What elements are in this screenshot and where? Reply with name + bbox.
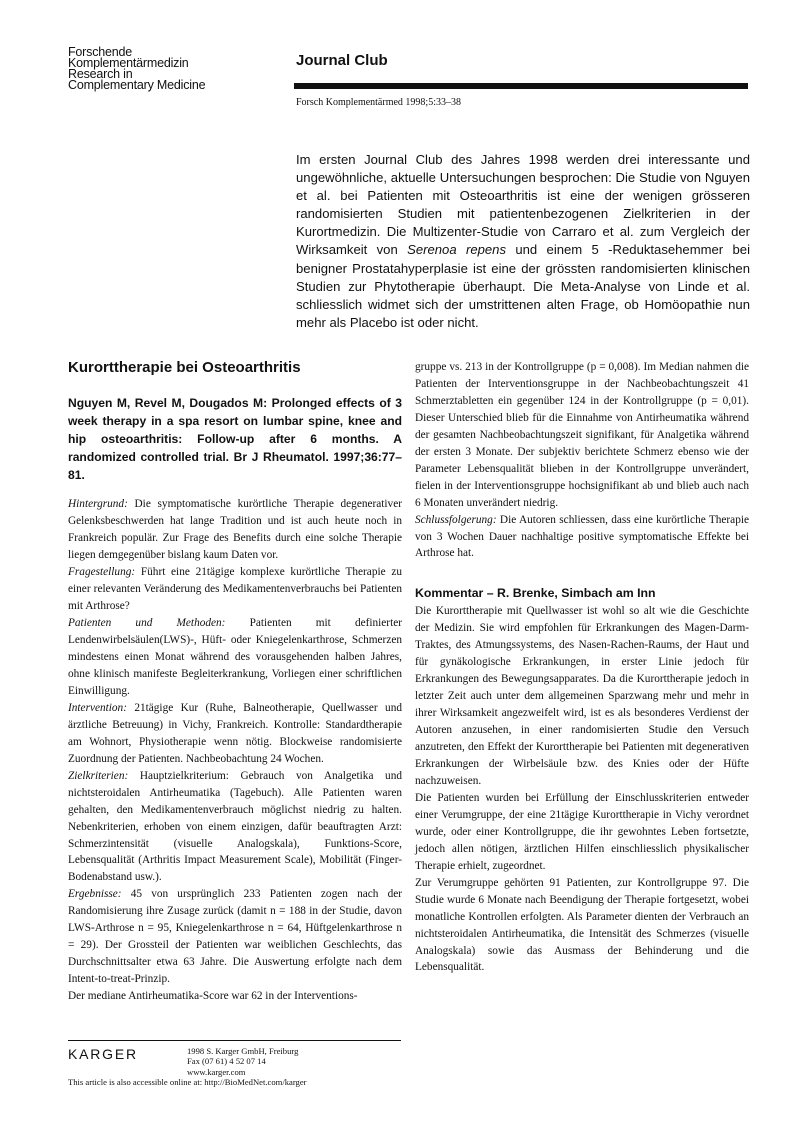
publisher-info-line: 1998 S. Karger GmbH, Freiburg [187, 1046, 299, 1056]
abstract-text: Hauptzielkriterium: Gebrauch von Analgetika und nichtsteroidalen Antirheumatika (Tagebuch). Alle Patienten waren gehalten, den Medikamentenverbrauch möglichst niedrig zu halten. Nebenkriterien, erhoben von einem einzigen, dafür beauftragten Arzt: Schmerzintensität (visuelle Analogskala), Funktions-Score, Lebensqualität (Arthritis Impact Measurement Scale), Mobilität (Finger-Bodenabstand usw.). [68, 769, 402, 884]
comment-paragraph: Zur Verumgruppe gehörten 91 Patienten, zur Kontrollgruppe 97. Die Studie wurde 6 Monate nach Beendigung der Therapie fortgesetzt, wobei monatliche Kontrollen erfolgten. Als Parameter dienten der Verbrauch an nichtsteroidalen Antirheumatika, die Intensität des Schmerzes (visuelle Analogskala) sowie das Ausmass der Behinderung und die Lebensqualität. [415, 876, 749, 974]
abstract-paragraph [68, 988, 402, 1005]
abstract-label: Hintergrund: [68, 498, 128, 511]
abstract-label: Zielkriterien: [68, 769, 129, 782]
publisher-info [187, 1046, 298, 1077]
abstract-text: Der mediane Antirheumatika-Score war 62 in der Interventions- [68, 990, 358, 1003]
abstract-paragraph [68, 768, 402, 887]
abstract-label: Fragestellung: [68, 566, 136, 579]
abstract-text: gruppe vs. 213 in der Kontrollgruppe (p = 0,008). Im Median nahmen die Patienten der Interventionsgruppe in der Nachbeobachtungszeit 41 Schmerztabletten ein gegenüber 124 in der Kontrollgruppe (p = 0,01). Dieser Unterschied blieb für die Einnahme von Antirheumatika während der gesamten Nachbeobachtungszeit signifikant, für Analgetika während der ersten 3 Monate. Der subjektiv berichtete Schmerz ebenso wie der Parameter Lebensqualität blieben in der Kontrollgruppe unverändert, fielen in der Interventionsgruppe hochsignifikant ab und blieb auch nach 6 Monaten unverändert niedrig. [415, 361, 749, 509]
abstract-paragraph [68, 886, 402, 988]
abstract-label: Intervention: [68, 701, 127, 714]
reference-title: Nguyen M, Revel M, Dougados M: Prolonged effects of 3 week therapy in a spa resort on lumbar spine, knee and hip osteoarthritis: Follow-up after 6 months. A randomized controlled trial. Br J Rheumatol. 1997;36:77–81. [68, 396, 402, 483]
logo-line: Complementary Medicine [68, 78, 206, 92]
online-note: This article is also accessible online at: http://BioMedNet.com/karger [68, 1077, 307, 1087]
abstract-text: 45 von ursprünglich 233 Patienten zogen nach der Randomisierung ihre Zusage zurück (damit n = 188 in der Studie, davon LWS-Arthrose n = 95, Kniegelenkarthrose n = 64, Hüftgelenkarthrose n = 29). Der Grossteil der Patienten war weiblichen Geschlechts, das Durchschnittsalter etwa 63 Jahre. Die Auswertung erfolgte nach dem Intent-to-treat-Prinzip. [68, 888, 402, 986]
right-column [415, 359, 749, 976]
left-column [68, 358, 402, 1005]
citation: Forsch Komplementärmed 1998;5:33–38 [296, 97, 461, 108]
abstract-label: Schlussfolgerung: [415, 513, 497, 526]
spacer [415, 562, 749, 585]
abstract-label: Ergebnisse: [68, 888, 122, 901]
abstract-text: Die symptomatische kurörtliche Therapie degenerativer Gelenksbeschwerden hat lange Tradition und ist auch heute noch in Frankreich populär. Zur Frage des Benefits durch eine solche Therapie liegen demgegenüber bislang kaum Daten vor. [68, 498, 402, 562]
abstract-paragraph [415, 359, 749, 512]
intro-paragraph [296, 151, 750, 332]
publisher-info-line: Fax (07 61) 4 52 07 14 [187, 1056, 266, 1067]
abstract-paragraph [68, 496, 402, 564]
comment-paragraph: Die Kurorttherapie mit Quellwasser ist wohl so alt wie die Geschichte der Medizin. Sie wird empfohlen für Erkrankungen des Magen-Darm-Traktes, des Atmungssystems, des Nasen-Rachen-Raums, der Haut und für gynäkologische Erkrankungen, in erster Linie jedoch für Erkrankungen des Bewegungsapparates. Da die Kurorttherapie jedoch in letzter Zeit auch unter dem allgemeinen Sparzwang mehr und mehr in ihrer Wirksamkeit angezweifelt wird, ist es als besonderes Verdienst der Autoren anzusehen, in einer randomisierten Studie den Versuch anzutreten, den Effekt der Kurorttherapie bei Patienten mit degenerativen Erkrankungen der Wirbelsäule bzw. des Knies oder der Hüfte nachzuweisen. [415, 605, 749, 787]
abstract-paragraph [415, 512, 749, 563]
publisher-logo: KARGER [68, 1046, 138, 1062]
comment-paragraph: Die Patienten wurden bei Erfüllung der Einschlusskriterien entweder einer Verumgruppe, der eine 21tägige Kurorttherapie in Vichy verordnet wurde, oder einer Kontrollgruppe, die ihr gewohntes Leben fortsetzte, jedoch allen nötigen, ärztlichen Hilfen einschliesslich physikalischer Therapie erhielt, zugeordnet. [415, 791, 749, 872]
intro-text: und einem 5 -Reduktasehemmer bei benigner Prostatahyperplasie ist eine der grössten randomisierten klinischen Studien zur Phytotherapie überhaupt. Die Meta-Analyse von Linde et al. schliesslich widmet sich der umstrittenen alten Frage, ob Homöopathie nun mehr als Placebo ist oder nicht. [296, 242, 750, 330]
abstract-label: Patienten und Methoden: [68, 617, 226, 630]
abstract-text: 21tägige Kur (Ruhe, Balneotherapie, Quellwasser und ärztliche Betreuung) in Vichy, Frankreich. Kontrolle: Standardtherapie am Wohnort, Physiotherapie wenn nötig. Blockweise randomisierte Zuordnung der Patienten. Nachbeobachtung 24 Wochen. [68, 701, 402, 765]
logo-line: Forschende [68, 45, 133, 59]
species-name: Serenoa repens [407, 242, 506, 258]
journal-logo [68, 47, 205, 91]
header-rule [294, 83, 748, 89]
section-title: Journal Club [296, 52, 388, 69]
footer-rule [68, 1040, 401, 1041]
publisher-url[interactable]: www.karger.com [187, 1066, 246, 1077]
article-heading: Kurorttherapie bei Osteoarthritis [68, 359, 301, 376]
intro-text: Im ersten Journal Club des Jahres 1998 werden drei interessante und ungewöhnliche, aktuelle Untersuchungen besprochen: Die Studie von Nguyen et al. bei Patienten mit Osteoarthritis ist eine der wenigen grösseren randomisierten Studien mit patientenbezogenen Zielkriterien in der Kurortmedizin. Die Multizenter-Studie von Carraro et al. zum Vergleich der Wirksamkeit von [296, 152, 750, 258]
logo-line: Research in [68, 67, 133, 81]
abstract-text: Führt eine 21tägige komplexe kurörtliche Therapie zu einer relevanten Veränderung des Medikamentenverbrauchs bei Patienten mit Arthrose? [68, 566, 402, 613]
abstract-text: Patienten mit definierter Lendenwirbelsäulen(LWS)-, Hüft- oder Kniegelenkarthrose, Schmerzen mindestens einen Monat während des vorausgehenden halben Jahres, ohne klinisch manifeste Begleiterkrankung, Vorliegen einer schriftlichen Einwilligung. [68, 617, 402, 697]
comment-heading: Kommentar – R. Brenke, Simbach am Inn [415, 586, 656, 601]
abstract-paragraph [68, 615, 402, 700]
logo-line: Komplementärmedizin [68, 56, 189, 70]
abstract-paragraph [68, 564, 402, 615]
abstract-text: Die Autoren schliessen, dass eine kurörtliche Therapie von 3 Wochen Dauer nachhaltige positive symptomatische Effekte bei Arthrose hat. [415, 513, 749, 560]
abstract-paragraph [68, 700, 402, 768]
